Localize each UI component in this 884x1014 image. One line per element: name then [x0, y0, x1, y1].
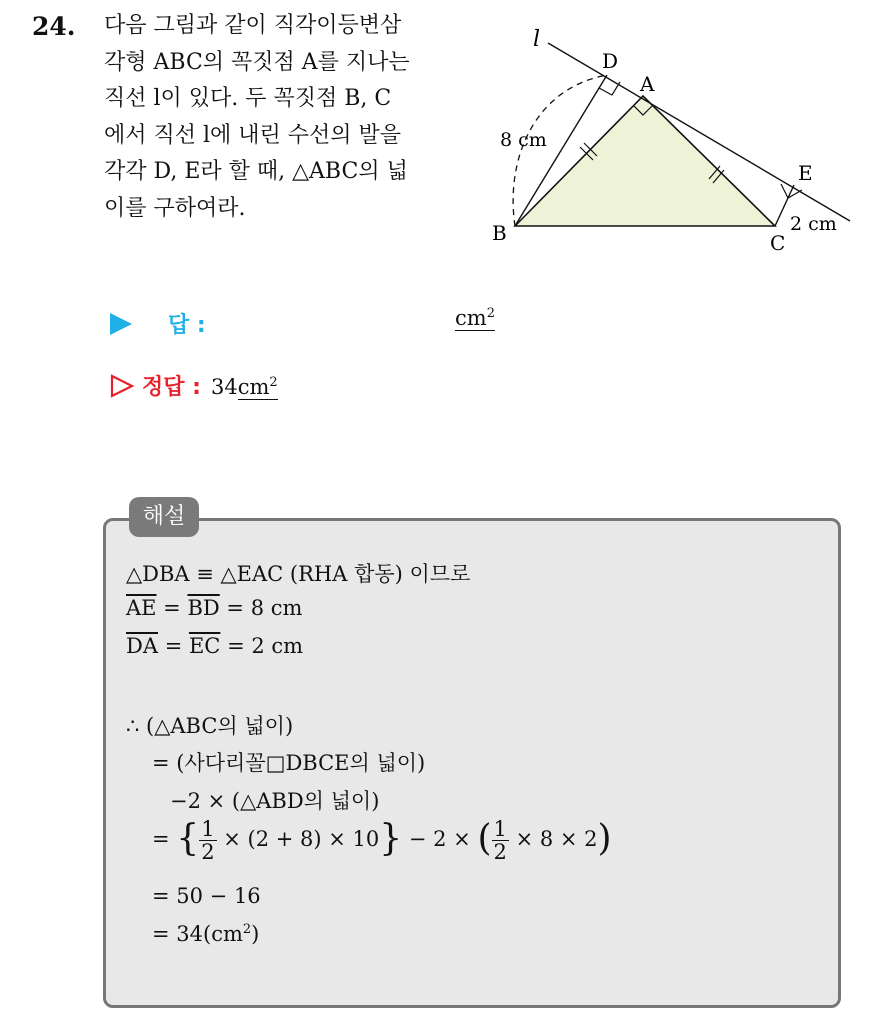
correct-answer-row	[110, 370, 278, 401]
question-line: 이를 구하여라.	[104, 195, 246, 221]
label-e: E	[798, 161, 813, 185]
correct-answer-unit: cm	[237, 375, 270, 399]
question-text	[104, 8, 474, 227]
solution-line: = (사다리꼴□DBCE의 넓이)	[152, 751, 426, 775]
solution-line: ∴ (△ABC의 넓이)	[126, 714, 294, 738]
right-paren: )	[597, 818, 612, 859]
fraction: $\frac{1}{2}$	[201, 817, 215, 864]
solution-line	[152, 818, 612, 863]
solution-line: $\overline{DA} = \overline{EC} = 2$ cm	[126, 634, 304, 658]
answer-unit: cm	[455, 306, 487, 330]
correct-answer-number: 34	[210, 375, 238, 399]
left-brace: {	[176, 818, 200, 859]
play-icon	[110, 313, 132, 335]
answer-row	[110, 308, 206, 339]
question-line: 각각 D, E라 할 때, △ABC의 넓	[104, 159, 408, 184]
solution-value: = 2 cm	[227, 634, 304, 658]
label-d: D	[602, 49, 619, 73]
solution-line: = $34(cm^2)$	[152, 922, 260, 946]
solution-line: $\overline{AE} = \overline{BD} = 8$ cm	[126, 596, 303, 620]
play-outline-icon	[110, 374, 134, 398]
label-c: C	[770, 231, 786, 255]
overline-da: $\overline{DA}$	[126, 634, 159, 658]
question-line: 직선 l이 있다. 두 꼭짓점 B, C	[104, 86, 392, 111]
label-b: B	[492, 221, 507, 245]
solution-value: = 8 cm	[226, 596, 303, 620]
right-brace: }	[379, 818, 403, 859]
question-number: 24.	[32, 12, 76, 41]
solution-unit: cm	[211, 922, 243, 946]
solution-line: △DBA ≡ △EAC (RHA 합동) 이므로	[126, 562, 471, 586]
label-2cm: 2 cm	[790, 213, 837, 235]
answer-label: 답 :	[168, 313, 206, 338]
expression: × 8 × 2	[515, 827, 598, 851]
question-line: 각형 ABC의 꼭짓점 A를 지나는	[104, 49, 410, 75]
expression: × (2 + 8) × 10	[223, 827, 380, 851]
left-paren: (	[477, 818, 492, 859]
equals-sign: =	[152, 827, 170, 851]
question-line: 에서 직선 l에 내린 수선의 발을	[104, 122, 402, 148]
label-l: l	[533, 27, 541, 52]
overline-ae: $\overline{AE}$	[126, 596, 157, 620]
correct-answer-label: 정답 :	[142, 375, 201, 400]
solution-line: −2 × (△ABD의 넓이)	[170, 789, 380, 813]
label-8cm: 8 cm	[500, 129, 547, 151]
question-line: 다음 그림과 같이 직각이등변삼	[104, 13, 402, 38]
correct-answer-value	[211, 375, 278, 399]
label-a: A	[640, 72, 655, 96]
correct-answer-unit-exp: 2	[269, 375, 278, 390]
solution-line: = 50 − 16	[152, 884, 261, 908]
answer-unit-exp: 2	[486, 306, 495, 321]
overline-bd: $\overline{BD}$	[187, 596, 220, 620]
fraction: $\frac{1}{2}$	[493, 817, 507, 864]
explanation-tab: 해설	[129, 497, 199, 537]
overline-ec: $\overline{EC}$	[188, 634, 221, 658]
answer-blank[interactable]	[455, 306, 495, 330]
expression: − 2 ×	[408, 827, 471, 851]
triangle-figure	[480, 18, 860, 258]
